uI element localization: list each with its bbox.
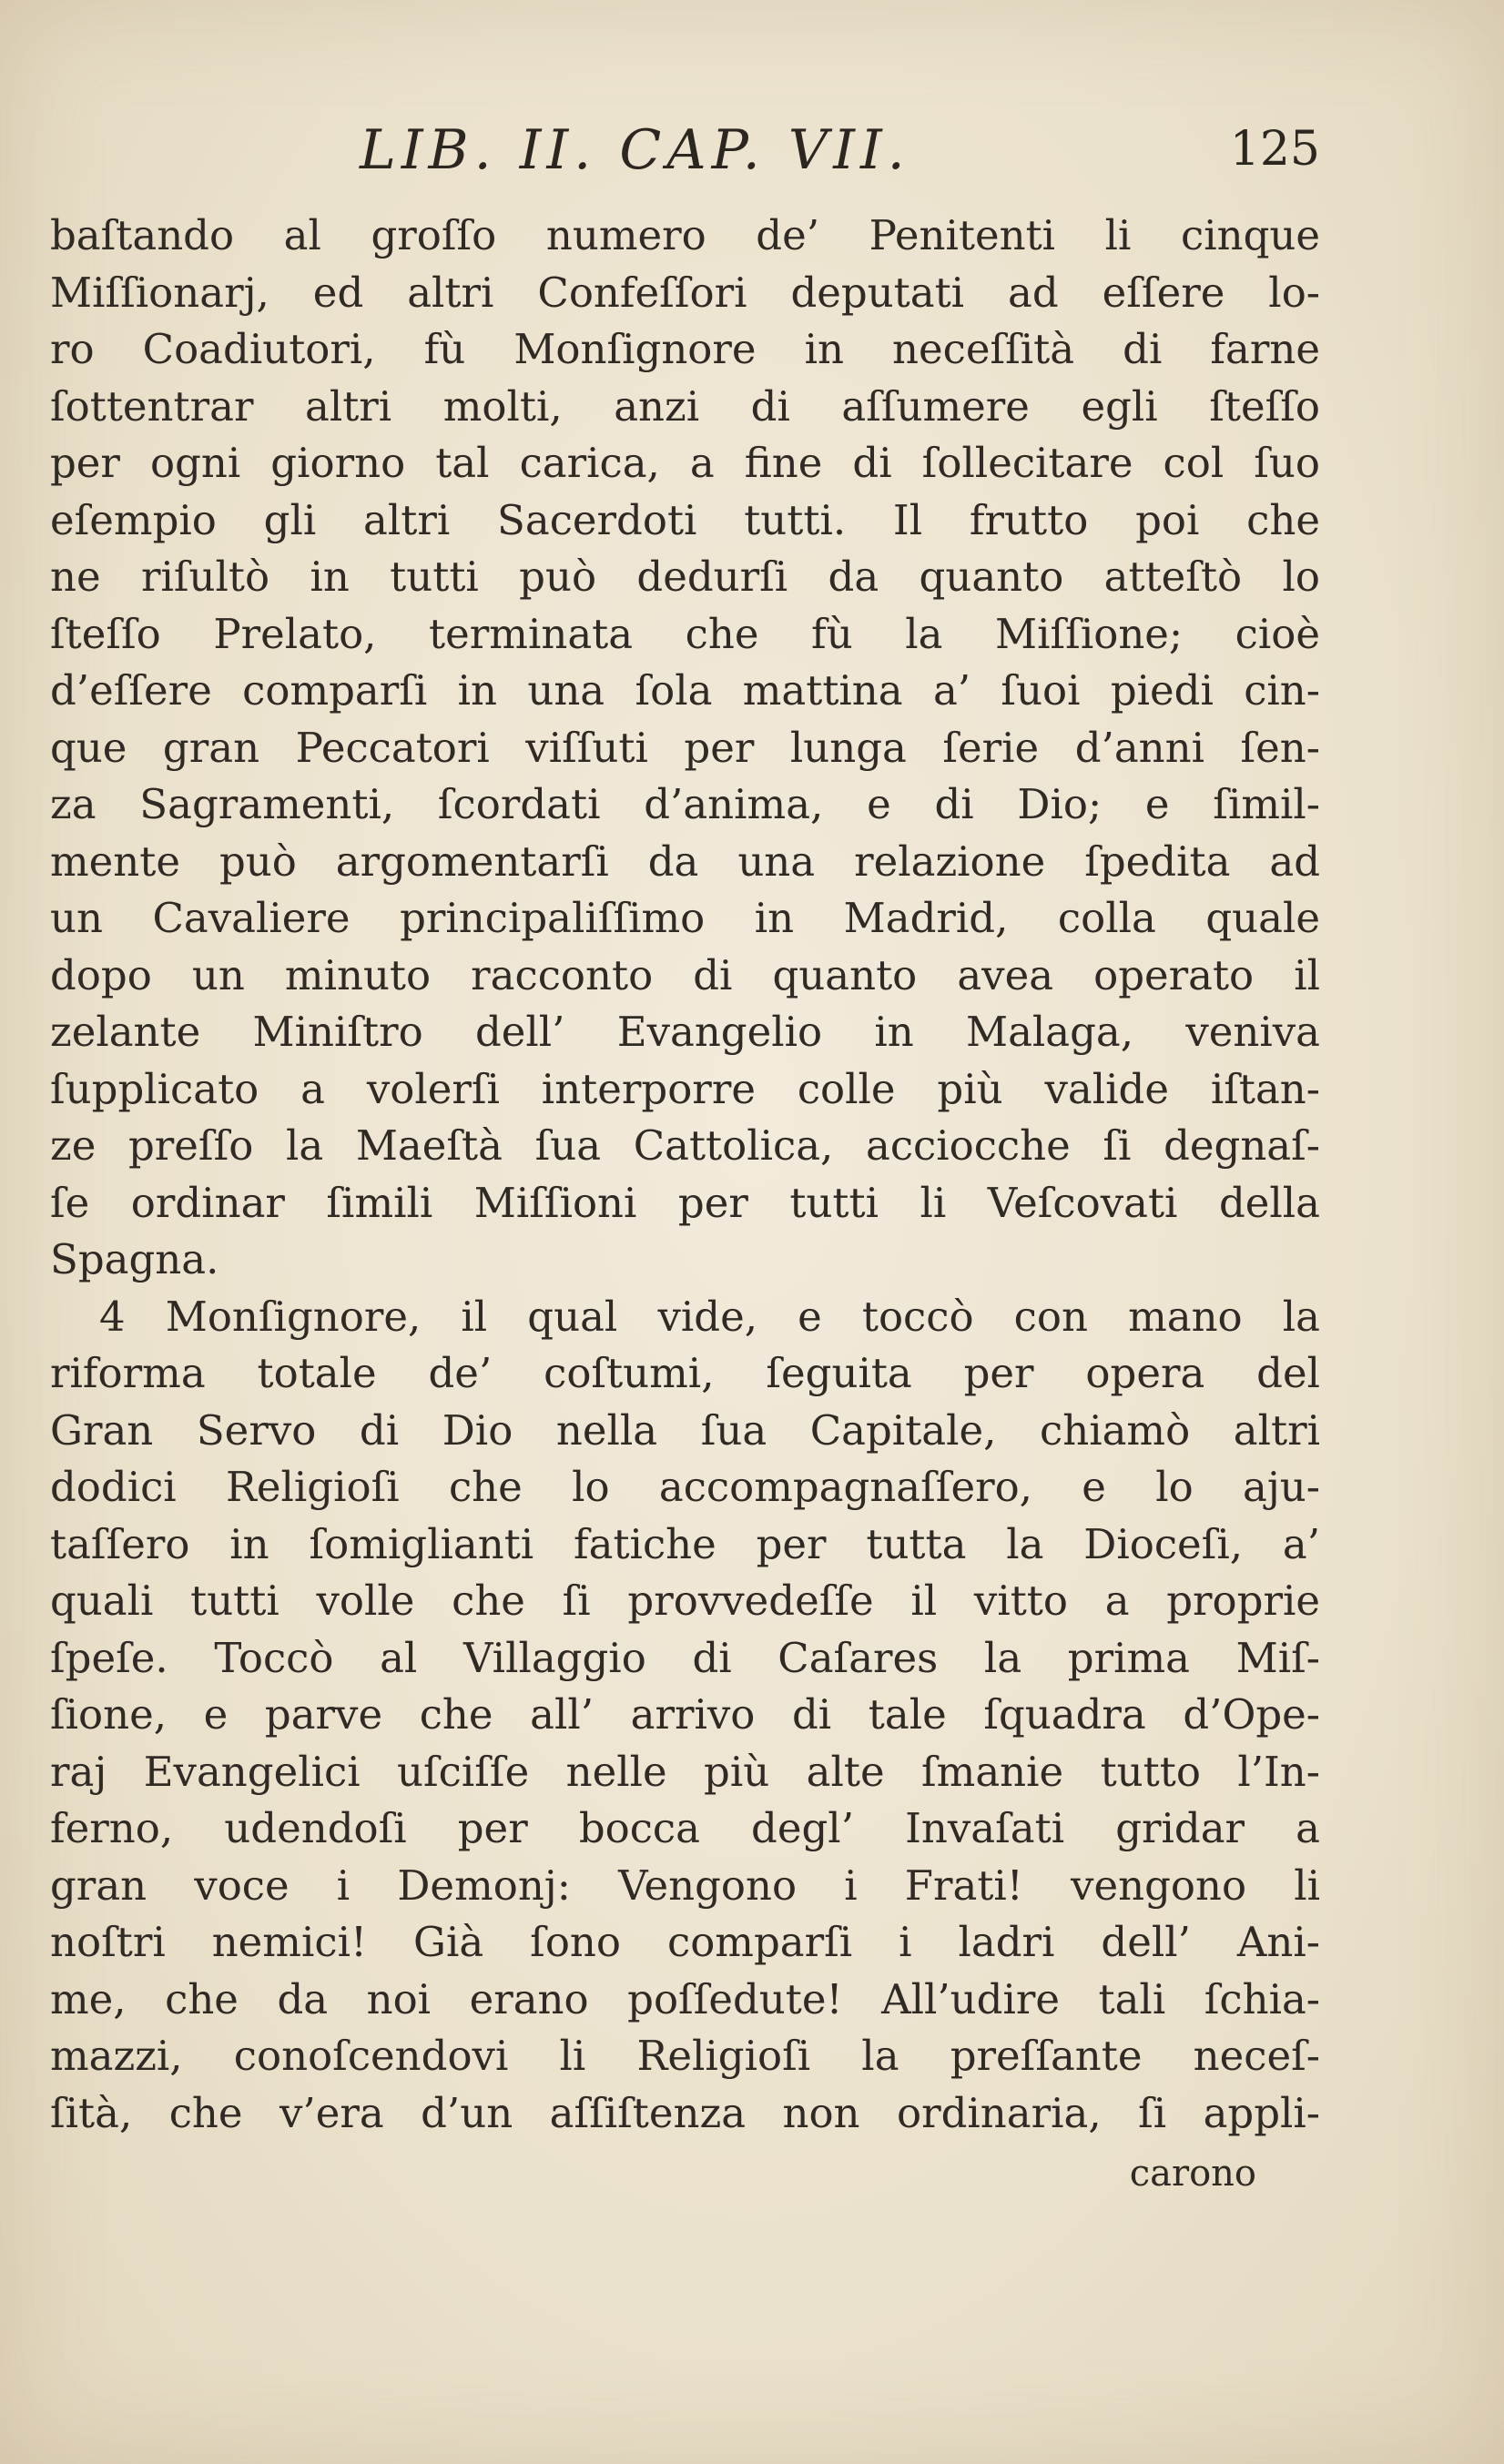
text-line: ne riſultò in tutti può dedurſi da quanto atteſtò lo bbox=[50, 553, 1320, 601]
paragraph-start-line: 4 Monſignore, il qual vide, e toccò con mano la bbox=[99, 1292, 1320, 1341]
text-line: Miſſionarj, ed altri Confeſſori deputati ad eſſere lo- bbox=[50, 268, 1320, 317]
text-line: ze preſſo la Maeſtà ſua Cattolica, acciocche ſi degnaſ- bbox=[50, 1121, 1320, 1170]
text-line: noſtri nemici! Già ſono comparſi i ladri dell’ Ani- bbox=[50, 1918, 1320, 1966]
text-line: que gran Peccatori viſſuti per lunga ſerie d’anni ſen- bbox=[50, 723, 1320, 772]
text-line: gran voce i Demonj: Vengono i Frati! vengono li bbox=[50, 1861, 1320, 1910]
text-line: ferno, udendoſi per bocca degl’ Invaſati gridar a bbox=[50, 1804, 1320, 1852]
page-number: 125 bbox=[1229, 122, 1320, 177]
text-line: d’eſſere comparſi in una ſola mattina a’ ſuoi piedi cin- bbox=[50, 666, 1320, 715]
text-line: ſione, e parve che all’ arrivo di tale ſquadra d’Ope- bbox=[50, 1690, 1320, 1739]
text-line: za Sagramenti, ſcordati d’anima, e di Dio; e ſimil- bbox=[50, 780, 1320, 828]
text-line: ro Coadiutori, fù Monſignore in neceſſità di farne bbox=[50, 325, 1320, 373]
paragraph-end-line: Spagna. bbox=[50, 1235, 219, 1283]
text-line: per ogni giorno tal carica, a fine di ſollecitare col ſuo bbox=[50, 439, 1320, 487]
page-header bbox=[50, 118, 1320, 200]
text-line: quali tutti volle che ſi provvedeſſe il vitto a proprie bbox=[50, 1577, 1320, 1625]
text-line: Gran Servo di Dio nella ſua Capitale, chiamò altri bbox=[50, 1405, 1320, 1455]
text-line: mazzi, conoſcendovi li Religioſi la preſſante neceſ- bbox=[50, 2032, 1320, 2080]
text-line: mente può argomentarſi da una relazione ſpedita ad bbox=[50, 837, 1320, 886]
text-line: dodici Religioſi che lo accompagnaſſero, e lo aju- bbox=[50, 1463, 1320, 1511]
text-line: ſupplicato a volerſi interporre colle più valide iſtan- bbox=[50, 1064, 1320, 1113]
text-line: eſempio gli altri Sacerdoti tutti. Il frutto poi che bbox=[50, 495, 1320, 544]
text-line: ſpeſe. Toccò al Villaggio di Caſares la prima Miſ- bbox=[50, 1633, 1320, 1682]
text-line: ſe ordinar ſimili Miſſioni per tutti li Veſcovati della bbox=[50, 1178, 1320, 1227]
body-text bbox=[50, 208, 1320, 2199]
text-line: baſtando al groſſo numero de’ Penitenti li cinque bbox=[50, 211, 1320, 259]
catchword-row bbox=[50, 2142, 1320, 2199]
text-line: ſità, che v’era d’un aſſiſtenza non ordinaria, ſi appli- bbox=[50, 2088, 1320, 2137]
text-line: zelante Miniſtro dell’ Evangelio in Malaga, veniva bbox=[50, 1008, 1320, 1056]
text-line: dopo un minuto racconto di quanto avea operato il bbox=[50, 950, 1320, 999]
text-line: me, che da noi erano poſſedute! All’udire tali ſchia- bbox=[50, 1974, 1320, 2023]
text-line: riforma totale de’ coſtumi, ſeguita per opera del bbox=[50, 1349, 1320, 1397]
running-head: LIB. II. CAP. VII. bbox=[360, 118, 910, 182]
text-line: taſſero in ſomiglianti fatiche per tutta la Dioceſi, a’ bbox=[50, 1519, 1320, 1568]
catchword: carono bbox=[1129, 2153, 1256, 2195]
text-line: ſteſſo Prelato, terminata che fù la Miſſione; cioè bbox=[50, 609, 1320, 658]
text-line: ſottentrar altri molti, anzi di aſſumere egli ſteſſo bbox=[50, 381, 1320, 431]
text-line: raj Evangelici uſciſſe nelle più alte ſmanie tutto l’In- bbox=[50, 1747, 1320, 1796]
text-line: un Cavaliere principaliſſimo in Madrid, colla quale bbox=[50, 894, 1320, 942]
